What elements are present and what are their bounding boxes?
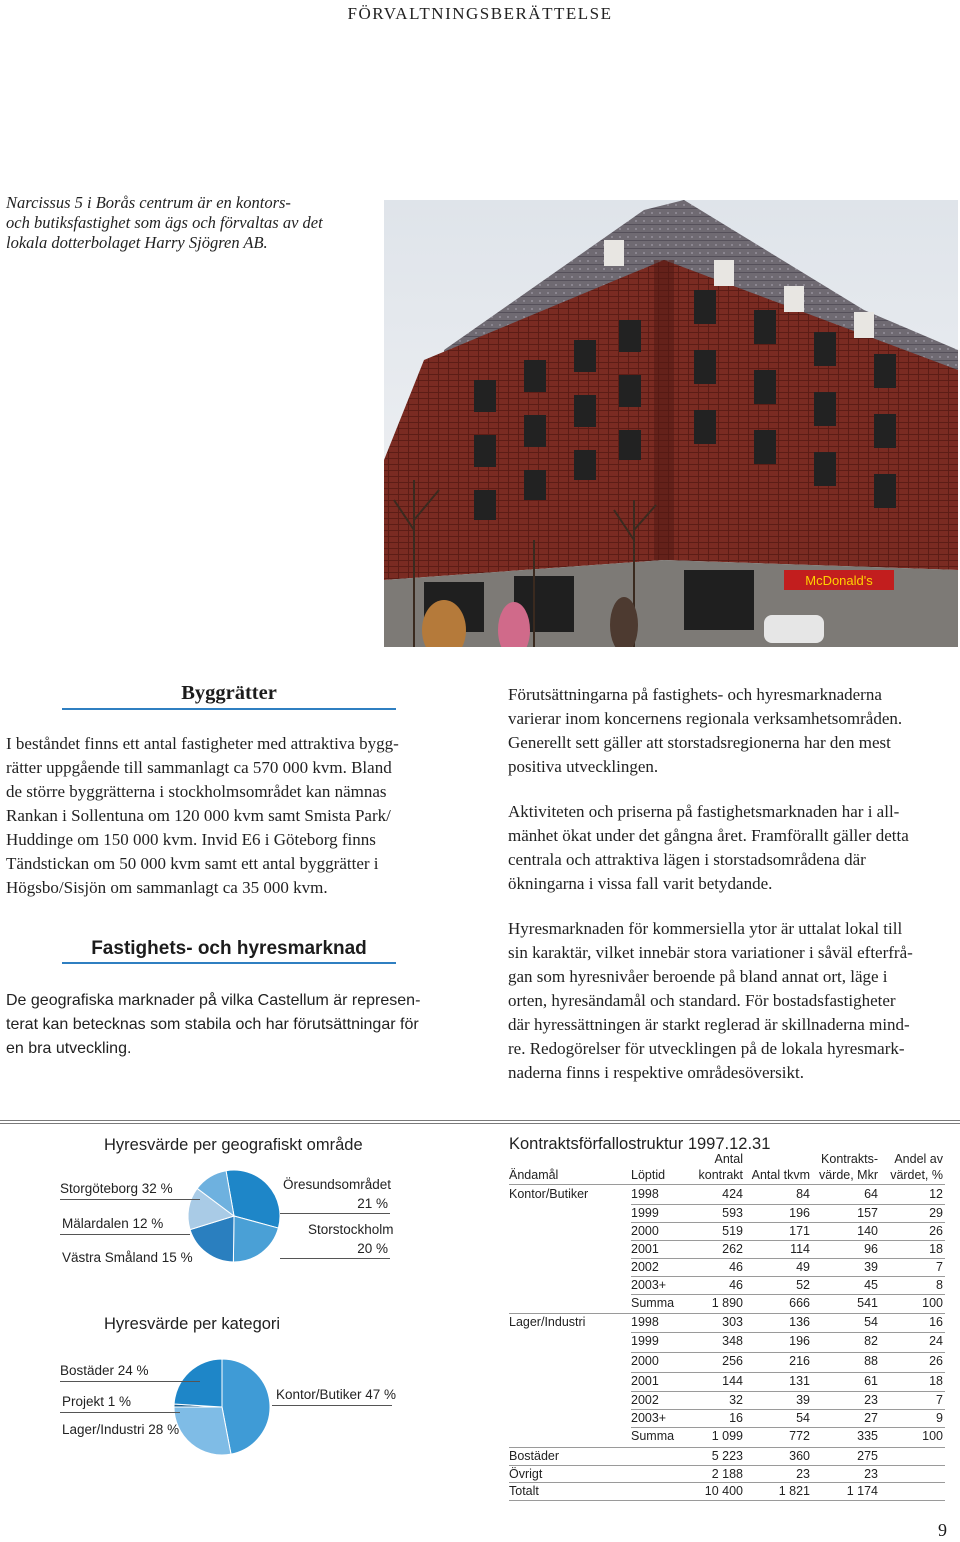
- table-cell-value: 348: [722, 1334, 743, 1348]
- text-line: Högsbo/Sisjön om sammanlagt ca 35 000 kvm.: [6, 878, 328, 897]
- text-line: I beståndet finns ett antal fastigheter med attraktiva bygg-: [6, 734, 399, 753]
- table-rule: [509, 1500, 945, 1501]
- table-cell-value: 46: [729, 1278, 743, 1292]
- table-cell-value: 54: [796, 1411, 810, 1425]
- table-rule: [631, 1372, 945, 1373]
- table-cell-value: 360: [789, 1449, 810, 1463]
- text-line: De geografiska marknader på vilka Castellum är represen-: [6, 992, 421, 1009]
- table-cell-value: 1 821: [778, 1484, 810, 1498]
- legend-kontor-butiker: Kontor/Butiker 47 %: [276, 1387, 397, 1402]
- text-line: positiva utvecklingen.: [508, 757, 659, 776]
- table-cell-category: Totalt: [509, 1484, 539, 1498]
- table-cell-period: 2000: [631, 1354, 659, 1368]
- table-cell-value: 8: [936, 1278, 943, 1292]
- legend-malardalen: Mälardalen 12 %: [62, 1216, 164, 1231]
- table-cell-value: 26: [929, 1224, 943, 1238]
- table-cell-period: 2002: [631, 1260, 659, 1274]
- table-cell-value: 100: [922, 1429, 943, 1443]
- table-cell-value: 52: [796, 1278, 810, 1292]
- text-line: sin karaktär, vilket innebär stora variationer i såväl efterfrå-: [508, 943, 913, 962]
- text-line: de större byggrätterna i stockholmsområdet kan nämnas: [6, 782, 387, 801]
- caption-line: lokala dotterbolaget Harry Sjögren AB.: [6, 233, 268, 252]
- table-header: Antal: [714, 1152, 743, 1166]
- table-rule: [509, 1447, 945, 1448]
- table-header: värdet, %: [890, 1168, 943, 1182]
- table-rule: [631, 1204, 945, 1205]
- text-line: Aktiviteten och priserna på fastighetsmarknaden har i all-: [508, 802, 900, 821]
- table-rule: [631, 1294, 945, 1295]
- table-cell-value: 18: [929, 1374, 943, 1388]
- table-cell-value: 23: [864, 1393, 878, 1407]
- table-cell-period: 2001: [631, 1374, 659, 1388]
- table-rule: [631, 1240, 945, 1241]
- table-header: Andel av: [894, 1152, 943, 1166]
- table-rule: [509, 1184, 945, 1185]
- table-cell-category: Bostäder: [509, 1449, 560, 1463]
- table-cell-value: 7: [936, 1393, 943, 1407]
- legend-bostader: Bostäder 24 %: [60, 1363, 149, 1378]
- text-line: mänhet ökat under det gångna året. Framförallt gäller detta: [508, 826, 909, 845]
- table-cell-value: 29: [929, 1206, 943, 1220]
- table-cell-value: 196: [789, 1206, 810, 1220]
- table-rule: [631, 1409, 945, 1410]
- table-cell-period: 1998: [631, 1187, 659, 1201]
- table-rule: [631, 1258, 945, 1259]
- table-cell-value: 16: [729, 1411, 743, 1425]
- table-cell-value: 54: [864, 1315, 878, 1329]
- table-header: värde, Mkr: [818, 1168, 878, 1182]
- table-cell-value: 26: [929, 1354, 943, 1368]
- table-cell-value: 275: [857, 1449, 878, 1463]
- table-cell-value: 541: [857, 1296, 878, 1310]
- text-line: rätter uppgående till sammanlagt ca 570 000 kvm. Bland: [6, 758, 392, 777]
- table-cell-value: 136: [789, 1315, 810, 1329]
- table-header: Löptid: [631, 1168, 666, 1182]
- table-cell-value: 114: [790, 1242, 810, 1256]
- table-cell-period: Summa: [631, 1296, 675, 1310]
- page-number: 9: [938, 1520, 947, 1540]
- table-cell-value: 7: [936, 1260, 943, 1274]
- text-line: Rankan i Sollentuna om 120 000 kvm samt Smista Park/: [6, 806, 391, 825]
- table-cell-period: 2001: [631, 1242, 659, 1256]
- table-cell-value: 23: [796, 1467, 810, 1481]
- text-line: Hyresmarknaden för kommersiella ytor är uttalat lokal till: [508, 919, 903, 938]
- table-cell-category: Kontor/Butiker: [509, 1187, 589, 1201]
- table-cell-category: Lager/Industri: [509, 1315, 586, 1329]
- running-head: FÖRVALTNINGSBERÄTTELSE: [347, 4, 613, 23]
- text-line: ökningarna i vissa fall varit betydande.: [508, 874, 773, 893]
- table-cell-value: 32: [729, 1393, 743, 1407]
- caption-line: Narcissus 5 i Borås centrum är en kontors-: [6, 193, 291, 212]
- table-cell-value: 5 223: [711, 1449, 743, 1463]
- table-cell-value: 144: [722, 1374, 743, 1388]
- table-cell-value: 49: [796, 1260, 810, 1274]
- table-cell-period: 2003+: [631, 1411, 667, 1425]
- caption-line: och butiksfastighet som ägs och förvaltas av det: [6, 213, 323, 232]
- text-line: orten, hyresändamål och standard. För bostadsfastigheter: [508, 991, 896, 1010]
- table-cell-value: 96: [864, 1242, 878, 1256]
- table-cell-value: 157: [857, 1206, 878, 1220]
- table-cell-value: 16: [929, 1315, 943, 1329]
- table-cell-period: 1998: [631, 1315, 659, 1329]
- table-cell-period: 2003+: [631, 1278, 667, 1292]
- table-cell-value: 1 099: [711, 1429, 743, 1443]
- table-header: Antal tkvm: [751, 1168, 810, 1182]
- text-line: varierar inom koncernens regionala verksamhetsområden.: [508, 709, 903, 728]
- table-cell-value: 10 400: [704, 1484, 743, 1498]
- table-cell-value: 39: [796, 1393, 810, 1407]
- text-line: där hyressättningen är starkt reglerad är skillnaderna mind-: [508, 1015, 910, 1034]
- table-cell-value: 1 890: [711, 1296, 743, 1310]
- table-cell-value: 88: [864, 1354, 878, 1368]
- table-cell-value: 424: [722, 1187, 743, 1201]
- table-cell-value: 519: [722, 1224, 743, 1238]
- chart-title-geografiskt: Hyresvärde per geografiskt område: [104, 1136, 363, 1154]
- text-line: re. Redogörelser för utvecklingen på de lokala hyresmark-: [508, 1039, 905, 1058]
- table-cell-value: 171: [789, 1224, 810, 1238]
- table-cell-value: 46: [729, 1260, 743, 1274]
- table-rule: [509, 1465, 945, 1466]
- table-cell-value: 1 174: [846, 1484, 878, 1498]
- table-cell-value: 256: [722, 1354, 743, 1368]
- table-rule: [631, 1332, 945, 1333]
- table-rule: [631, 1427, 945, 1428]
- table-title: Kontraktsförfallostruktur 1997.12.31: [509, 1135, 771, 1153]
- table-cell-value: 131: [789, 1374, 810, 1388]
- text-line: gan som hyresnivåer beroende på bland annat ort, läge i: [508, 967, 888, 986]
- text-line: terat kan betecknas som stabila och har förutsättningar för: [6, 1016, 419, 1033]
- table-rule: [631, 1352, 945, 1353]
- table-rule: [509, 1313, 945, 1314]
- table-cell-period: Summa: [631, 1429, 675, 1443]
- legend-storstockholm-value: 20 %: [357, 1241, 388, 1256]
- table-rule: [631, 1391, 945, 1392]
- table-cell-value: 140: [857, 1224, 878, 1238]
- table-cell-value: 39: [864, 1260, 878, 1274]
- table-cell-value: 82: [864, 1334, 878, 1348]
- heading-byggratter: Byggrätter: [181, 682, 277, 704]
- table-cell-value: 772: [789, 1429, 810, 1443]
- table-cell-value: 45: [864, 1278, 878, 1292]
- table-cell-period: 1999: [631, 1334, 659, 1348]
- table-cell-value: 12: [929, 1187, 943, 1201]
- text-line: Huddinge om 150 000 kvm. Invid E6 i Göteborg finns: [6, 830, 376, 849]
- text-line: Förutsättningarna på fastighets- och hyresmarknaderna: [508, 685, 882, 704]
- table-cell-value: 23: [864, 1467, 878, 1481]
- table-cell-value: 216: [789, 1354, 810, 1368]
- table-cell-value: 84: [796, 1187, 810, 1201]
- table-header: kontrakt: [698, 1168, 743, 1182]
- table-cell-value: 593: [722, 1206, 743, 1220]
- table-cell-value: 61: [864, 1374, 878, 1388]
- text-line: centrala och attraktiva lägen i storstadsområdena där: [508, 850, 866, 869]
- table-cell-value: 27: [864, 1411, 878, 1425]
- text-line: Generellt sett gäller att storstadsregionerna har den mest: [508, 733, 891, 752]
- table-rule: [509, 1482, 945, 1483]
- heading-fastighetsmarknad: Fastighets- och hyresmarknad: [91, 938, 367, 959]
- table-cell-value: 2 188: [711, 1467, 743, 1481]
- table-header: Ändamål: [509, 1168, 559, 1182]
- text-line: en bra utveckling.: [6, 1040, 132, 1057]
- table-cell-period: 1999: [631, 1206, 659, 1220]
- table-cell-value: 196: [789, 1334, 810, 1348]
- table-cell-value: 335: [857, 1429, 878, 1443]
- table-cell-value: 666: [789, 1296, 810, 1310]
- table-cell-value: 100: [922, 1296, 943, 1310]
- table-header: Kontrakts-: [821, 1152, 878, 1166]
- table-cell-value: 18: [929, 1242, 943, 1256]
- table-cell-period: 2002: [631, 1393, 659, 1407]
- mcdonalds-sign: McDonald's: [805, 573, 873, 588]
- table-cell-value: 24: [929, 1334, 943, 1348]
- legend-storgoteborg: Storgöteborg 32 %: [60, 1181, 173, 1196]
- legend-projekt: Projekt 1 %: [62, 1394, 132, 1409]
- table-cell-value: 303: [722, 1315, 743, 1329]
- table-cell-value: 262: [722, 1242, 743, 1256]
- table-cell-value: 64: [864, 1187, 878, 1201]
- legend-vastra-smaland: Västra Småland 15 %: [62, 1250, 193, 1265]
- table-cell-category: Övrigt: [509, 1467, 543, 1481]
- legend-oresundsomradet-value: 21 %: [357, 1196, 388, 1211]
- table-cell-period: 2000: [631, 1224, 659, 1238]
- text-line: naderna finns i respektive områdesöversikt.: [508, 1063, 804, 1082]
- legend-oresundsomradet: Öresundsområdet: [283, 1177, 392, 1192]
- chart-title-kategori: Hyresvärde per kategori: [104, 1315, 281, 1333]
- legend-storstockholm: Storstockholm: [308, 1222, 394, 1237]
- table-rule: [631, 1222, 945, 1223]
- legend-lager-industri: Lager/Industri 28 %: [62, 1422, 180, 1437]
- table-cell-value: 9: [936, 1411, 943, 1425]
- table-rule: [631, 1276, 945, 1277]
- text-line: Tändstickan om 50 000 kvm samt ett antal byggrätter i: [6, 854, 379, 873]
